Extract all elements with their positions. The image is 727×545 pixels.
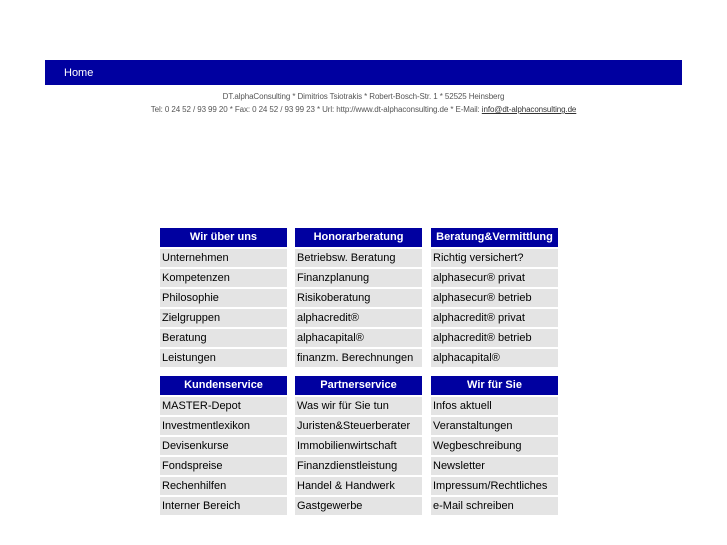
contact-details: [0, 105, 727, 114]
menu-heading: Partnerservice: [295, 376, 422, 395]
menu-item-philosophie[interactable]: Philosophie: [160, 289, 287, 307]
menu-item-e-mail-schreiben[interactable]: e-Mail schreiben: [431, 497, 558, 515]
menu-heading: Wir über uns: [160, 228, 287, 247]
menu-column-honorarberatung: [295, 228, 422, 367]
menu-item-betriebsw-beratung[interactable]: Betriebsw. Beratung: [295, 249, 422, 267]
menu-item-infos-aktuell[interactable]: Infos aktuell: [431, 397, 558, 415]
menu-item-fondspreise[interactable]: Fondspreise: [160, 457, 287, 475]
menu-item-was-wir-fuer-sie-tun[interactable]: Was wir für Sie tun: [295, 397, 422, 415]
contact-email-link[interactable]: info@dt-alphaconsulting.de: [481, 105, 577, 114]
menu-item-alphacredit[interactable]: alphacredit®: [295, 309, 422, 327]
top-nav-bar: [45, 60, 682, 85]
menu-item-immobilienwirtschaft[interactable]: Immobilienwirtschaft: [295, 437, 422, 455]
menu-item-veranstaltungen[interactable]: Veranstaltungen: [431, 417, 558, 435]
menu-item-alphacredit-privat[interactable]: alphacredit® privat: [431, 309, 558, 327]
menu-item-richtig-versichert[interactable]: Richtig versichert?: [431, 249, 558, 267]
menu-item-devisenkurse[interactable]: Devisenkurse: [160, 437, 287, 455]
menu-item-zielgruppen[interactable]: Zielgruppen: [160, 309, 287, 327]
menu-item-impressum-rechtliches[interactable]: Impressum/Rechtliches: [431, 477, 558, 495]
home-link[interactable]: Home: [64, 67, 94, 79]
menu-item-wegbeschreibung[interactable]: Wegbeschreibung: [431, 437, 558, 455]
contact-phone-fax-url: Tel: 0 24 52 / 93 99 20 * Fax: 0 24 52 / 93 99 23 * Url: http://www.dt-alphaconsulting.de * E-Mail:: [150, 105, 482, 114]
menu-item-master-depot[interactable]: MASTER-Depot: [160, 397, 287, 415]
menu-item-alphacapital[interactable]: alphacapital®: [431, 349, 558, 367]
menu-item-gastgewerbe[interactable]: Gastgewerbe: [295, 497, 422, 515]
menu-column-partnerservice: [295, 376, 422, 515]
menu-item-alphacapital[interactable]: alphacapital®: [295, 329, 422, 347]
menu-item-rechenhilfen[interactable]: Rechenhilfen: [160, 477, 287, 495]
menu-heading: Kundenservice: [160, 376, 287, 395]
menu-heading: Wir für Sie: [431, 376, 558, 395]
menu-item-risikoberatung[interactable]: Risikoberatung: [295, 289, 422, 307]
menu-item-finanzdienstleistung[interactable]: Finanzdienstleistung: [295, 457, 422, 475]
menu-item-juristen-steuerberater[interactable]: Juristen&Steuerberater: [295, 417, 422, 435]
menu-item-alphasecur-privat[interactable]: alphasecur® privat: [431, 269, 558, 287]
menu-item-finanzplanung[interactable]: Finanzplanung: [295, 269, 422, 287]
menu-item-unternehmen[interactable]: Unternehmen: [160, 249, 287, 267]
menu-column-wir-fuer-sie: [431, 376, 558, 515]
menu-item-alphacredit-betrieb[interactable]: alphacredit® betrieb: [431, 329, 558, 347]
menu-item-beratung[interactable]: Beratung: [160, 329, 287, 347]
menu-item-kompetenzen[interactable]: Kompetenzen: [160, 269, 287, 287]
menu-item-interner-bereich[interactable]: Interner Bereich: [160, 497, 287, 515]
menu-item-investmentlexikon[interactable]: Investmentlexikon: [160, 417, 287, 435]
contact-address: DT.alphaConsulting * Dimitrios Tsiotrakis * Robert-Bosch-Str. 1 * 52525 Heinsberg: [222, 92, 505, 101]
menu-item-alphasecur-betrieb[interactable]: alphasecur® betrieb: [431, 289, 558, 307]
menu-heading: Beratung&Vermittlung: [431, 228, 558, 247]
menu-item-finanzm-berechnungen[interactable]: finanzm. Berechnungen: [295, 349, 422, 367]
menu-heading: Honorarberatung: [295, 228, 422, 247]
menu-column-beratung-vermittlung: [431, 228, 558, 367]
menu-item-leistungen[interactable]: Leistungen: [160, 349, 287, 367]
menu-item-handel-handwerk[interactable]: Handel & Handwerk: [295, 477, 422, 495]
menu-item-newsletter[interactable]: Newsletter: [431, 457, 558, 475]
menu-column-wir-ueber-uns: [160, 228, 287, 367]
menu-column-kundenservice: [160, 376, 287, 515]
